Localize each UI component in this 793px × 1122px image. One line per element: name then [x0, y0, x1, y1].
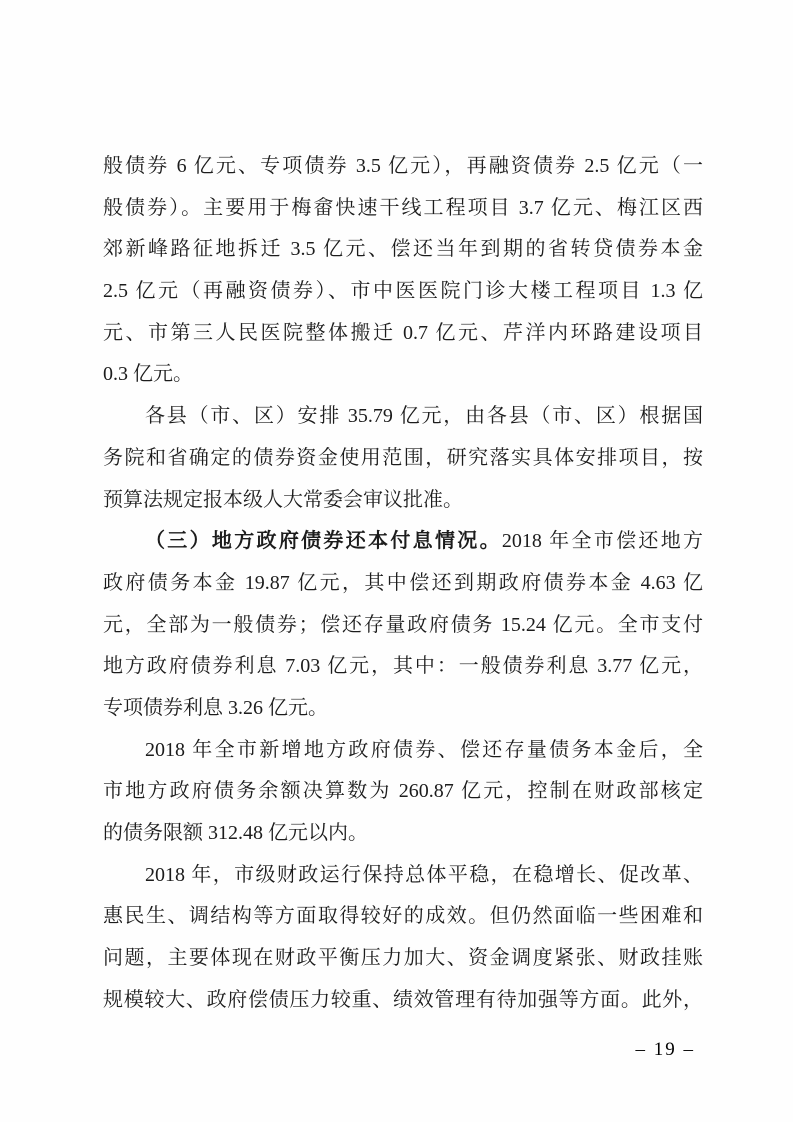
- text-line: 2018 年，市级财政运行保持总体平稳，在稳增长、促改革、: [145, 863, 703, 886]
- text-line: 0.3 亿元。: [103, 363, 193, 386]
- text-line: 元，全部为一般债券；偿还存量政府债务 15.24 亿元。全市支付: [103, 613, 703, 636]
- text-line: 问题，主要体现在财政平衡压力加大、资金调度紧张、财政挂账: [103, 947, 703, 970]
- text-line: 政府债务本金 19.87 亿元，其中偿还到期政府债券本金 4.63 亿: [103, 571, 703, 594]
- text-line: 元、市第三人民医院整体搬迁 0.7 亿元、芹洋内环路建设项目: [103, 321, 703, 344]
- text-line: 务院和省确定的债券资金使用范围，研究落实具体安排项目，按: [103, 446, 703, 469]
- text-line: 预算法规定报本级人大常委会审议批准。: [103, 488, 463, 511]
- text-line: 惠民生、调结构等方面取得较好的成效。但仍然面临一些困难和: [103, 905, 703, 928]
- text-line: 般债券 6 亿元、专项债券 3.5 亿元），再融资债券 2.5 亿元（一: [103, 155, 703, 177]
- document-body: [103, 146, 703, 1021]
- text-line: 专项债券利息 3.26 亿元。: [103, 696, 328, 719]
- section-heading: （三）地方政府债券还本付息情况。: [145, 530, 502, 553]
- text-line: 2.5 亿元（再融资债券）、市中医医院门诊大楼工程项目 1.3 亿: [103, 280, 703, 303]
- text-line: 的债务限额 312.48 亿元以内。: [103, 822, 368, 844]
- text-line: 郊新峰路征地拆迁 3.5 亿元、偿还当年到期的省转贷债券本金: [103, 238, 703, 261]
- text-line: 规模较大、政府偿债压力较重、绩效管理有待加强等方面。此外，: [103, 988, 703, 1011]
- text-line: 市地方政府债务余额决算数为 260.87 亿元，控制在财政部核定: [103, 780, 703, 803]
- page-number: – 19 –: [635, 1039, 695, 1060]
- text-line: 2018 年全市新增地方政府债券、偿还存量债务本金后，全: [145, 738, 703, 761]
- text-line: 各县（市、区）安排 35.79 亿元，由各县（市、区）根据国: [145, 405, 703, 428]
- text-line: （三）地方政府债券还本付息情况。2018 年全市偿还地方: [145, 530, 704, 553]
- text-line: 般债券）。主要用于梅畲快速干线工程项目 3.7 亿元、梅江区西: [103, 196, 703, 219]
- text-line: 地方政府债券利息 7.03 亿元，其中：一般债券利息 3.77 亿元，: [103, 655, 703, 678]
